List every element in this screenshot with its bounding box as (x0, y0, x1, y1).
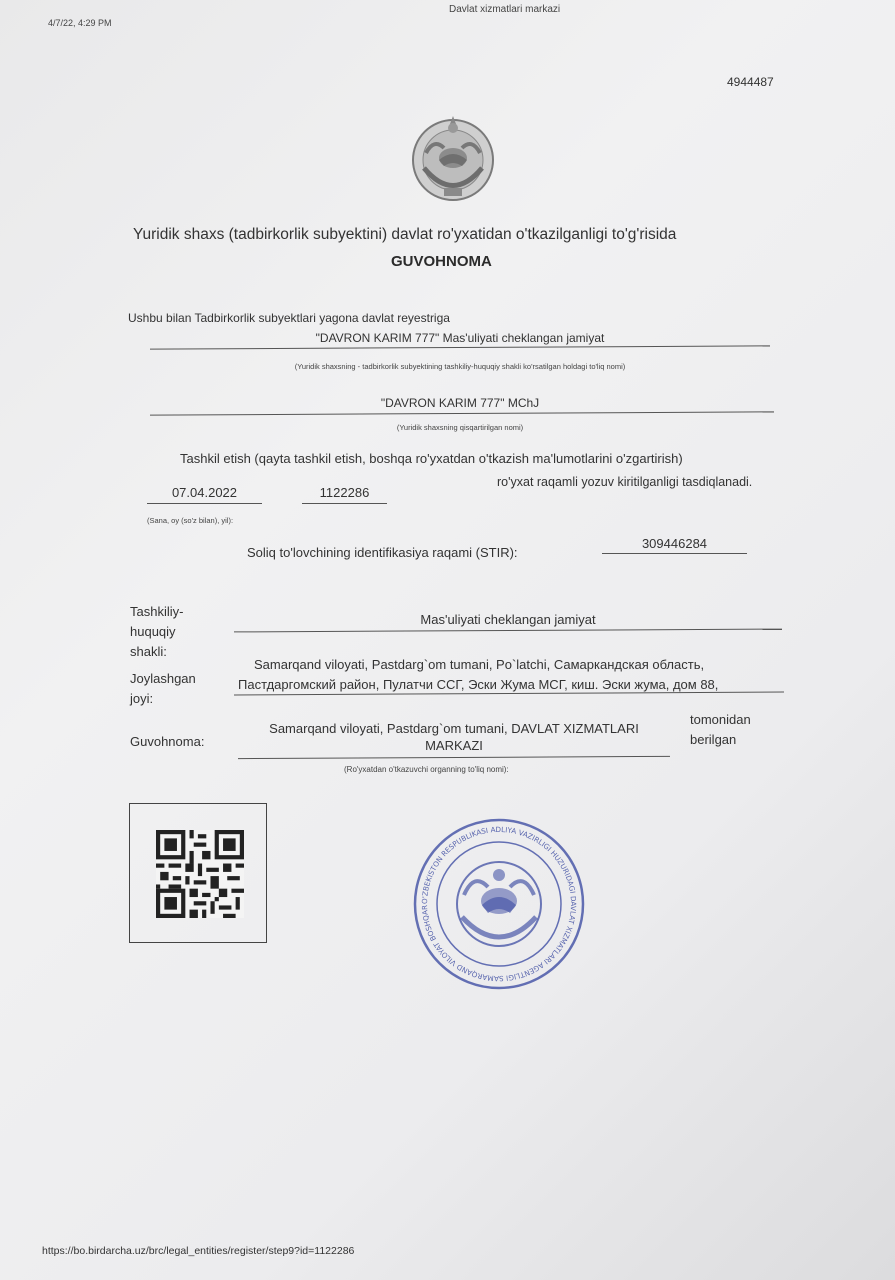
full-name-caption: (Yuridik shaxsning - tadbirkorlik subyektining tashkiliy-huquqiy shakli ko'rsatilgan holdagi to'liq nomi) (294, 362, 626, 371)
registration-number: 1122286 (319, 485, 370, 500)
issued-by-value-line2: MARKAZI (425, 738, 483, 753)
issued-by-underline (238, 756, 670, 759)
location-label-line1: Joylashgan (130, 671, 196, 686)
short-name-underline (150, 411, 774, 415)
location-value-line2: Пастдаргомский район, Пулатчи ССГ, Эски Жума МСГ, киш. Эски жума, дом 88, (238, 677, 719, 692)
registration-number-underline (302, 503, 387, 504)
footer-url: https://bo.birdarcha.uz/brc/legal_entities/register/step9?id=1122286 (42, 1245, 355, 1257)
registration-date-underline (147, 503, 262, 504)
registration-date: 07.04.2022 (171, 485, 238, 500)
legal-form-underline (234, 629, 782, 633)
legal-form-value: Mas'uliyati cheklangan jamiyat (420, 612, 596, 627)
legal-form-label-line1: Tashkiliy- (130, 604, 184, 619)
legal-form-label-line2: huquqiy (130, 624, 176, 639)
seal-text: O'ZBEKISTON RESPUBLIKASI ADLIYA VAZIRLIGI HUZURIDAGI DAVLAT XIZMATLARI AGENTLIGI SAMARQAND VILOYAT BOSHQAR (419, 824, 579, 984)
issued-by-suffix-line1: tomonidan (690, 712, 751, 727)
document-heading: GUVOHNOMA (391, 253, 492, 270)
stir-value: 309446284 (641, 536, 708, 551)
official-seal (412, 817, 586, 991)
short-name-value: "DAVRON KARIM 777" MChJ (380, 396, 540, 410)
stir-label: Soliq to'lovchining identifikasiya raqami (STIR): (247, 545, 518, 560)
qr-code-icon (156, 830, 244, 918)
location-value-line1: Samarqand viloyati, Pastdarg`om tumani, Po`latchi, Самаркандская область, (254, 657, 705, 672)
establishment-text: Tashkil etish (qayta tashkil etish, boshqa ro'yxatdan o'tkazish ma'lumotlarini o'zgartirish) (180, 451, 683, 466)
intro-text: Ushbu bilan Tadbirkorlik subyektlari yagona davlat reyestriga (128, 311, 450, 325)
registration-confirm-text: ro'yxat raqamli yozuv kiritilganligi tasdiqlanadi. (497, 475, 753, 489)
issued-by-value-line1: Samarqand viloyati, Pastdarg`om tumani, DAVLAT XIZMATLARI (269, 721, 639, 736)
issued-by-label: Guvohnoma: (130, 734, 205, 749)
location-underline (234, 692, 784, 696)
legal-form-label-line3: shakli: (130, 644, 167, 659)
issued-by-suffix (690, 710, 751, 750)
document-title: Yuridik shaxs (tadbirkorlik subyektini) davlat ro'yxatidan o'tkazilganligi to'g'risida (133, 226, 677, 243)
registration-date-caption: (Sana, oy (so'z bilan), yil): (147, 516, 234, 525)
qr-code-frame (129, 803, 267, 943)
short-name-caption: (Yuridik shaxsning qisqartirilgan nomi) (396, 423, 524, 432)
legal-form-label (130, 602, 183, 662)
full-name-underline (150, 345, 770, 349)
issued-by-caption: (Ro'yxatdan o'tkazuvchi organning to'liq nomi): (344, 765, 509, 774)
stir-underline (602, 553, 747, 554)
document-number: 4944487 (727, 75, 774, 89)
full-name-value: "DAVRON KARIM 777" Mas'uliyati cheklangan jamiyat (315, 331, 605, 345)
print-datetime: 4/7/22, 4:29 PM (48, 18, 112, 28)
coat-of-arms-icon (404, 108, 502, 206)
site-title: Davlat xizmatlari markazi (449, 4, 561, 15)
location-label-line2: joyi: (130, 691, 154, 706)
location-label (130, 669, 196, 709)
issued-by-suffix-line2: berilgan (690, 732, 737, 747)
